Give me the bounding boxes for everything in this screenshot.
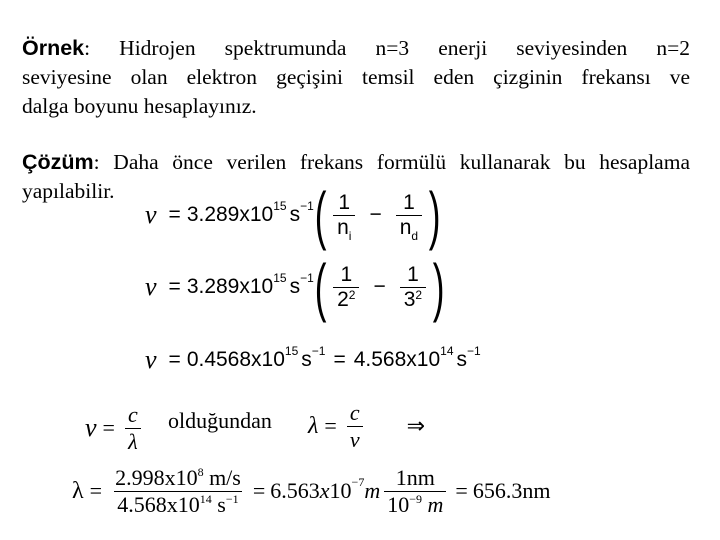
n-symbol: n — [337, 215, 349, 239]
example-paragraph — [22, 34, 690, 92]
speed-unit: m/s — [203, 464, 241, 490]
left-paren: ( — [314, 251, 327, 323]
unit: s — [456, 348, 467, 371]
equals-sign-2: = — [333, 348, 346, 371]
wavelength-result: 656.3nm — [472, 478, 551, 503]
times-x: x — [319, 478, 330, 503]
fraction-n2 — [333, 263, 359, 312]
numerator: 1 — [340, 262, 353, 286]
frequency-value: 4.568x10 — [117, 491, 200, 517]
equals-sign: = — [168, 275, 181, 298]
wavelength-meters: 6.563 — [270, 478, 320, 503]
lambda-symbol: λ — [72, 477, 84, 504]
equals-sign: = — [102, 415, 115, 440]
formula-frequency-result — [145, 325, 481, 395]
solution-paragraph — [22, 148, 690, 177]
denominator — [333, 215, 355, 243]
nu-symbol: ν — [85, 413, 97, 442]
unit: s — [289, 275, 301, 298]
implies-arrow: ⇒ — [406, 413, 426, 438]
subscript-d: d — [411, 228, 419, 243]
frequency-exponent: 14 — [199, 491, 212, 506]
unit-exponent: −1 — [467, 344, 481, 358]
speed-exponent: 8 — [197, 464, 204, 479]
base-3: 3 — [403, 287, 416, 311]
minus-sign: − — [369, 203, 382, 226]
fraction-initial — [333, 190, 355, 243]
numerator: 1 — [403, 190, 415, 214]
equals-sign: = — [168, 203, 181, 226]
formula-rydberg-substituted — [145, 252, 445, 322]
denominator — [333, 287, 359, 312]
numerator-speed-of-light — [112, 465, 244, 491]
example-label: Örnek — [22, 36, 85, 60]
meter-unit: m — [364, 478, 381, 503]
exponent-2: 14 — [440, 344, 454, 358]
fraction-c-over-lambda — [125, 402, 141, 455]
fraction-c-over-nu — [347, 400, 363, 453]
denominator-lambda: λ — [125, 428, 141, 455]
nu-symbol: ν — [145, 200, 157, 229]
coef-exponent: 15 — [273, 271, 287, 285]
subscript-i: i — [348, 228, 352, 243]
lambda-symbol: λ — [308, 412, 319, 439]
example-line2: seviyesine olan elektron geçişini temsil eden çizginin frekansı ve — [22, 65, 690, 89]
frequency-unit: s — [211, 491, 226, 517]
base-2: 2 — [337, 287, 349, 311]
relation-nu-c-lambda — [85, 400, 145, 456]
unit-exponent: −1 — [300, 199, 314, 213]
solution-line2: yapılabilir. — [22, 179, 115, 203]
conversion-numerator — [393, 465, 438, 491]
solution-label: Çözüm — [22, 150, 94, 174]
conversion-fraction — [384, 465, 446, 518]
fraction-c-over-frequency — [112, 465, 244, 518]
exponent: 2 — [415, 287, 423, 302]
equals-sign: = — [168, 348, 181, 371]
frequency-value-1: 0.4568x10 — [186, 348, 285, 371]
conversion-denominator — [384, 491, 446, 518]
minus-sign: − — [373, 275, 386, 298]
one-nm: 1nm — [395, 464, 435, 490]
word-since — [168, 408, 272, 434]
numerator-c: c — [349, 399, 360, 425]
exponent-1: 15 — [284, 344, 299, 358]
example-line1: : Hidrojen spektrumunda n=3 enerji seviyesinden n=2 — [84, 36, 690, 60]
rydberg-coefficient: 3.289x10 — [186, 203, 274, 226]
conversion-exponent: −9 — [409, 491, 422, 506]
nu-symbol: ν — [145, 272, 157, 301]
exponent: 2 — [348, 287, 356, 302]
numerator-c: c — [127, 401, 138, 427]
denominator — [400, 287, 426, 312]
wavelength-exponent: −7 — [351, 474, 365, 489]
rydberg-coefficient: 3.289x10 — [186, 275, 274, 298]
unit: s — [289, 203, 301, 226]
formula-rydberg-general — [145, 180, 441, 250]
coef-exponent: 15 — [273, 199, 287, 213]
example-line3: dalga boyunu hesaplayınız. — [22, 94, 257, 118]
nu-symbol: ν — [145, 345, 157, 374]
fraction-n3 — [400, 263, 426, 312]
unit: s — [301, 348, 312, 371]
equals-sign: = — [89, 478, 103, 503]
formula-wavelength — [72, 458, 550, 524]
unit-exponent: −1 — [311, 344, 326, 358]
ten: 10 — [387, 491, 410, 517]
right-paren: ) — [432, 251, 445, 323]
frequency-value-2: 4.568x10 — [353, 348, 441, 371]
relation-lambda-c-nu — [308, 398, 425, 454]
example-line3-block — [22, 92, 690, 121]
equals-sign-2: = — [252, 478, 266, 503]
right-paren: ) — [428, 179, 441, 251]
speed-value: 2.998x10 — [115, 464, 198, 490]
equals-sign-3: = — [455, 478, 468, 503]
equals-sign: = — [324, 413, 337, 438]
denominator-frequency — [114, 491, 241, 518]
numerator: 1 — [407, 262, 419, 286]
ten: 10 — [329, 478, 352, 503]
left-paren: ( — [314, 179, 327, 251]
solution-line1: : Daha önce verilen frekans formülü kullanarak bu hesaplama — [93, 150, 690, 174]
fraction-final — [396, 190, 422, 243]
unit-exponent: −1 — [300, 271, 314, 285]
numerator: 1 — [338, 190, 351, 214]
frequency-unit-exponent: −1 — [225, 491, 239, 506]
olduğundan-text: olduğundan — [168, 408, 272, 433]
n-symbol: n — [399, 215, 412, 239]
denominator — [396, 215, 422, 243]
denominator-nu: ν — [347, 426, 363, 453]
meter-unit: m — [422, 491, 444, 517]
